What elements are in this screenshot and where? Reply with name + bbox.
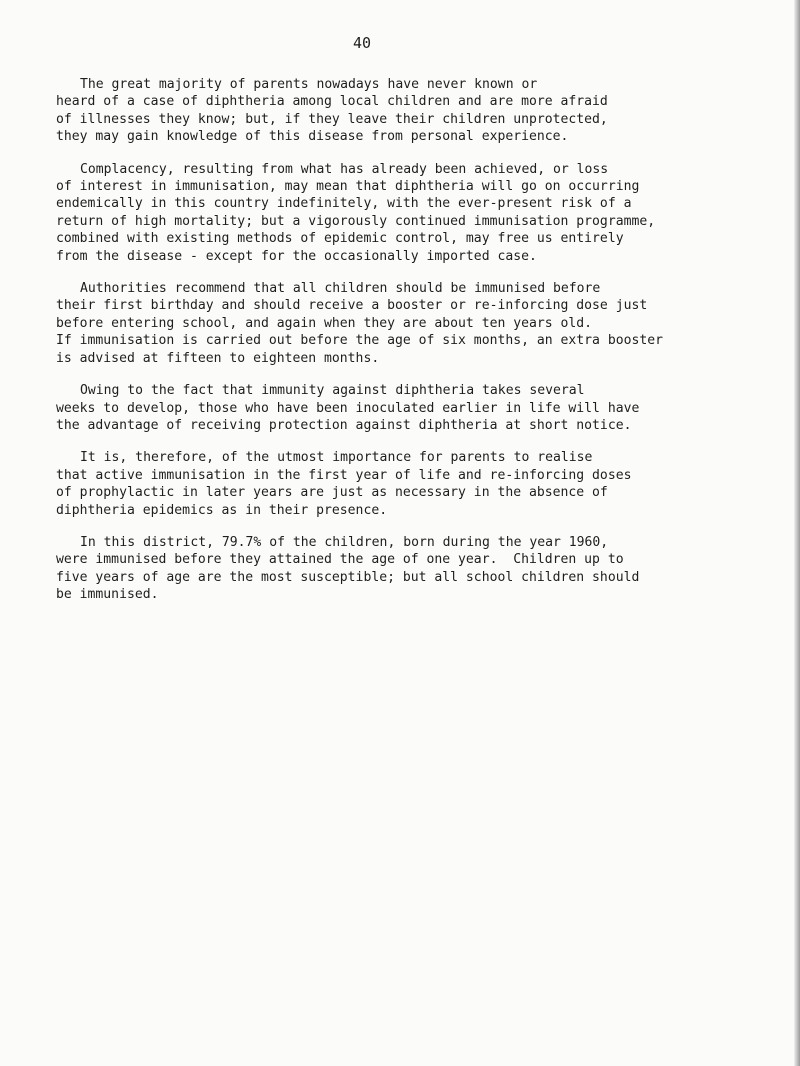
text-line: before entering school, and again when they are about ten years old. <box>56 315 593 331</box>
text-line: of illnesses they know; but, if they leave their children unprotected, <box>56 111 608 127</box>
text-line: diphtheria epidemics as in their presence. <box>56 502 388 518</box>
text-line: Owing to the fact that immunity against diphtheria takes several <box>80 383 585 399</box>
paragraph-5 <box>56 449 796 519</box>
text-line: return of high mortality; but a vigorously continued immunisation programme, <box>56 213 656 229</box>
text-line: The great majority of parents nowadays have never known or <box>80 77 538 92</box>
text-line: five years of age are the most susceptible; but all school children should <box>56 569 640 585</box>
paragraph-6 <box>56 534 796 604</box>
paragraph-3 <box>56 280 796 367</box>
text-line: their first birthday and should receive a booster or re-inforcing dose just <box>56 298 648 314</box>
paragraph-2 <box>56 161 796 265</box>
text-line: weeks to develop, those who have been inoculated earlier in life will have <box>56 400 640 416</box>
page-number: 40 <box>353 34 372 52</box>
text-line: endemically in this country indefinitely, with the ever-present risk of a <box>56 196 632 212</box>
page-edge-shadow <box>794 0 800 1066</box>
text-line: they may gain knowledge of this disease from personal experience. <box>56 129 569 145</box>
text-line: It is, therefore, of the utmost importance for parents to realise <box>80 450 593 466</box>
text-line: In this district, 79.7% of the children, born during the year 1960, <box>80 534 609 550</box>
body-text <box>56 76 796 619</box>
text-line: the advantage of receiving protection against diphtheria at short notice. <box>56 417 632 433</box>
text-line: is advised at fifteen to eighteen months. <box>56 350 380 366</box>
text-line: were immunised before they attained the age of one year. Children up to <box>56 552 624 568</box>
text-line: combined with existing methods of epidemic control, may free us entirely <box>56 231 624 247</box>
text-line: of prophylactic in later years are just as necessary in the absence of <box>56 485 608 501</box>
text-line: from the disease - except for the occasionally imported case. <box>56 248 537 264</box>
text-line: of interest in immunisation, may mean that diphtheria will go on occurring <box>56 179 640 195</box>
text-line: that active immunisation in the first year of life and re-inforcing doses <box>56 467 632 483</box>
paragraph-1 <box>56 76 796 146</box>
text-line: If immunisation is carried out before the age of six months, an extra booster <box>56 333 663 349</box>
paragraph-4 <box>56 382 796 434</box>
text-line: Complacency, resulting from what has already been achieved, or loss <box>80 161 609 177</box>
text-line: be immunised. <box>56 587 159 603</box>
text-line: Authorities recommend that all children should be immunised before <box>80 281 601 297</box>
text-line: heard of a case of diphtheria among local children and are more afraid <box>56 94 608 110</box>
